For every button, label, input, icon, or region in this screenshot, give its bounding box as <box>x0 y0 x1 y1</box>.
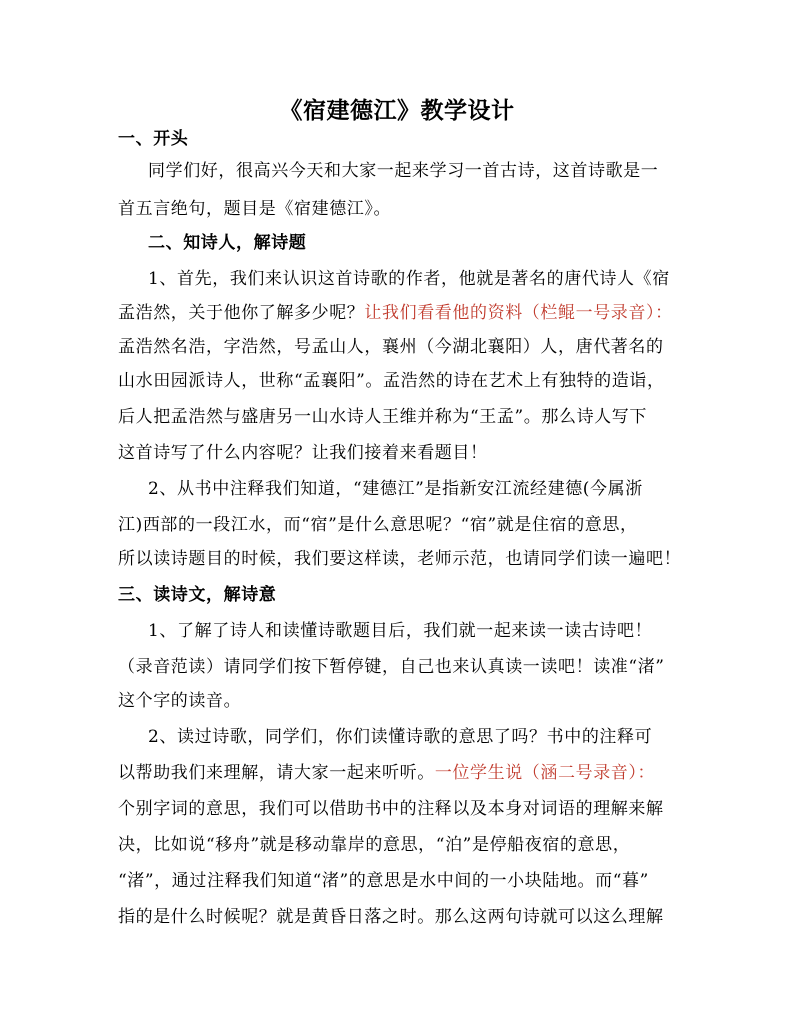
paragraph-line: 指的是什么时候呢？就是黄昏日落之时。那么这两句诗就可以这么理解 <box>118 907 664 927</box>
section-heading-2: 二、知诗人，解诗题 <box>148 233 307 253</box>
paragraph-line: “渚”，通过注释我们知道“渚”的意思是水中间的一小块陆地。而“暮” <box>118 871 649 891</box>
audio-note-1: 让我们看看他的资料（栏鲲一号录音）： <box>364 303 673 323</box>
paragraph-line: 孟浩然名浩，字浩然，号孟山人，襄州（今湖北襄阳）人，唐代著名的 <box>118 337 664 357</box>
paragraph-line: 1、了解了诗人和读懂诗歌题目后，我们就一起来读一读古诗吧！ <box>148 621 653 641</box>
paragraph-line <box>118 300 673 326</box>
paragraph-line: 所以读诗题目的时候，我们要这样读，老师示范，也请同学们读一遍吧！ <box>118 549 682 569</box>
paragraph-line: 首五言绝句，题目是《宿建德江》。 <box>118 199 392 219</box>
paragraph-line: 个别字词的意思，我们可以借助书中的注释以及本身对词语的理解来解 <box>118 799 664 819</box>
paragraph-line <box>118 760 655 786</box>
paragraph-text: 孟浩然，关于他你了解多少呢？ <box>118 303 365 323</box>
paragraph-line: 同学们好，很高兴今天和大家一起来学习一首古诗，这首诗歌是一 <box>148 161 659 181</box>
section-heading-1: 一、开头 <box>118 129 189 149</box>
paragraph-line: 2、读过诗歌，同学们，你们读懂诗歌的意思了吗？书中的注释可 <box>148 727 653 747</box>
paragraph-line: （录音范读）请同学们按下暂停键，自己也来认真读一读吧！读准“渚” <box>118 657 665 677</box>
section-heading-3: 三、读诗文，解诗意 <box>118 585 277 605</box>
audio-note-2: 一位学生说（涵二号录音）： <box>434 763 656 783</box>
paragraph-line: 这个字的读音。 <box>118 691 242 711</box>
paragraph-line: 2、从书中注释我们知道，“建德江”是指新安江流经建德(今属浙 <box>148 479 643 499</box>
paragraph-text: 以帮助我们来理解，请大家一起来听听。 <box>118 763 435 783</box>
paragraph-line: 1、首先，我们来认识这首诗歌的作者，他就是著名的唐代诗人《宿 <box>148 269 670 289</box>
paragraph-line: 山水田园派诗人，世称“孟襄阳”。孟浩然的诗在艺术上有独特的造诣， <box>118 371 665 391</box>
paragraph-line: 江)西部的一段江水，而“宿”是什么意思呢？“宿”就是住宿的意思， <box>118 515 638 535</box>
paragraph-line: 后人把孟浩然与盛唐另一山水诗人王维并称为“王孟”。那么诗人写下 <box>118 407 647 427</box>
paragraph-line: 决，比如说“移舟”就是移动靠岸的意思，“泊”是停船夜宿的意思， <box>118 835 631 855</box>
document-title: 《宿建德江》教学设计 <box>279 97 515 124</box>
paragraph-line: 这首诗写了什么内容呢？让我们接着来看题目！ <box>118 443 488 463</box>
